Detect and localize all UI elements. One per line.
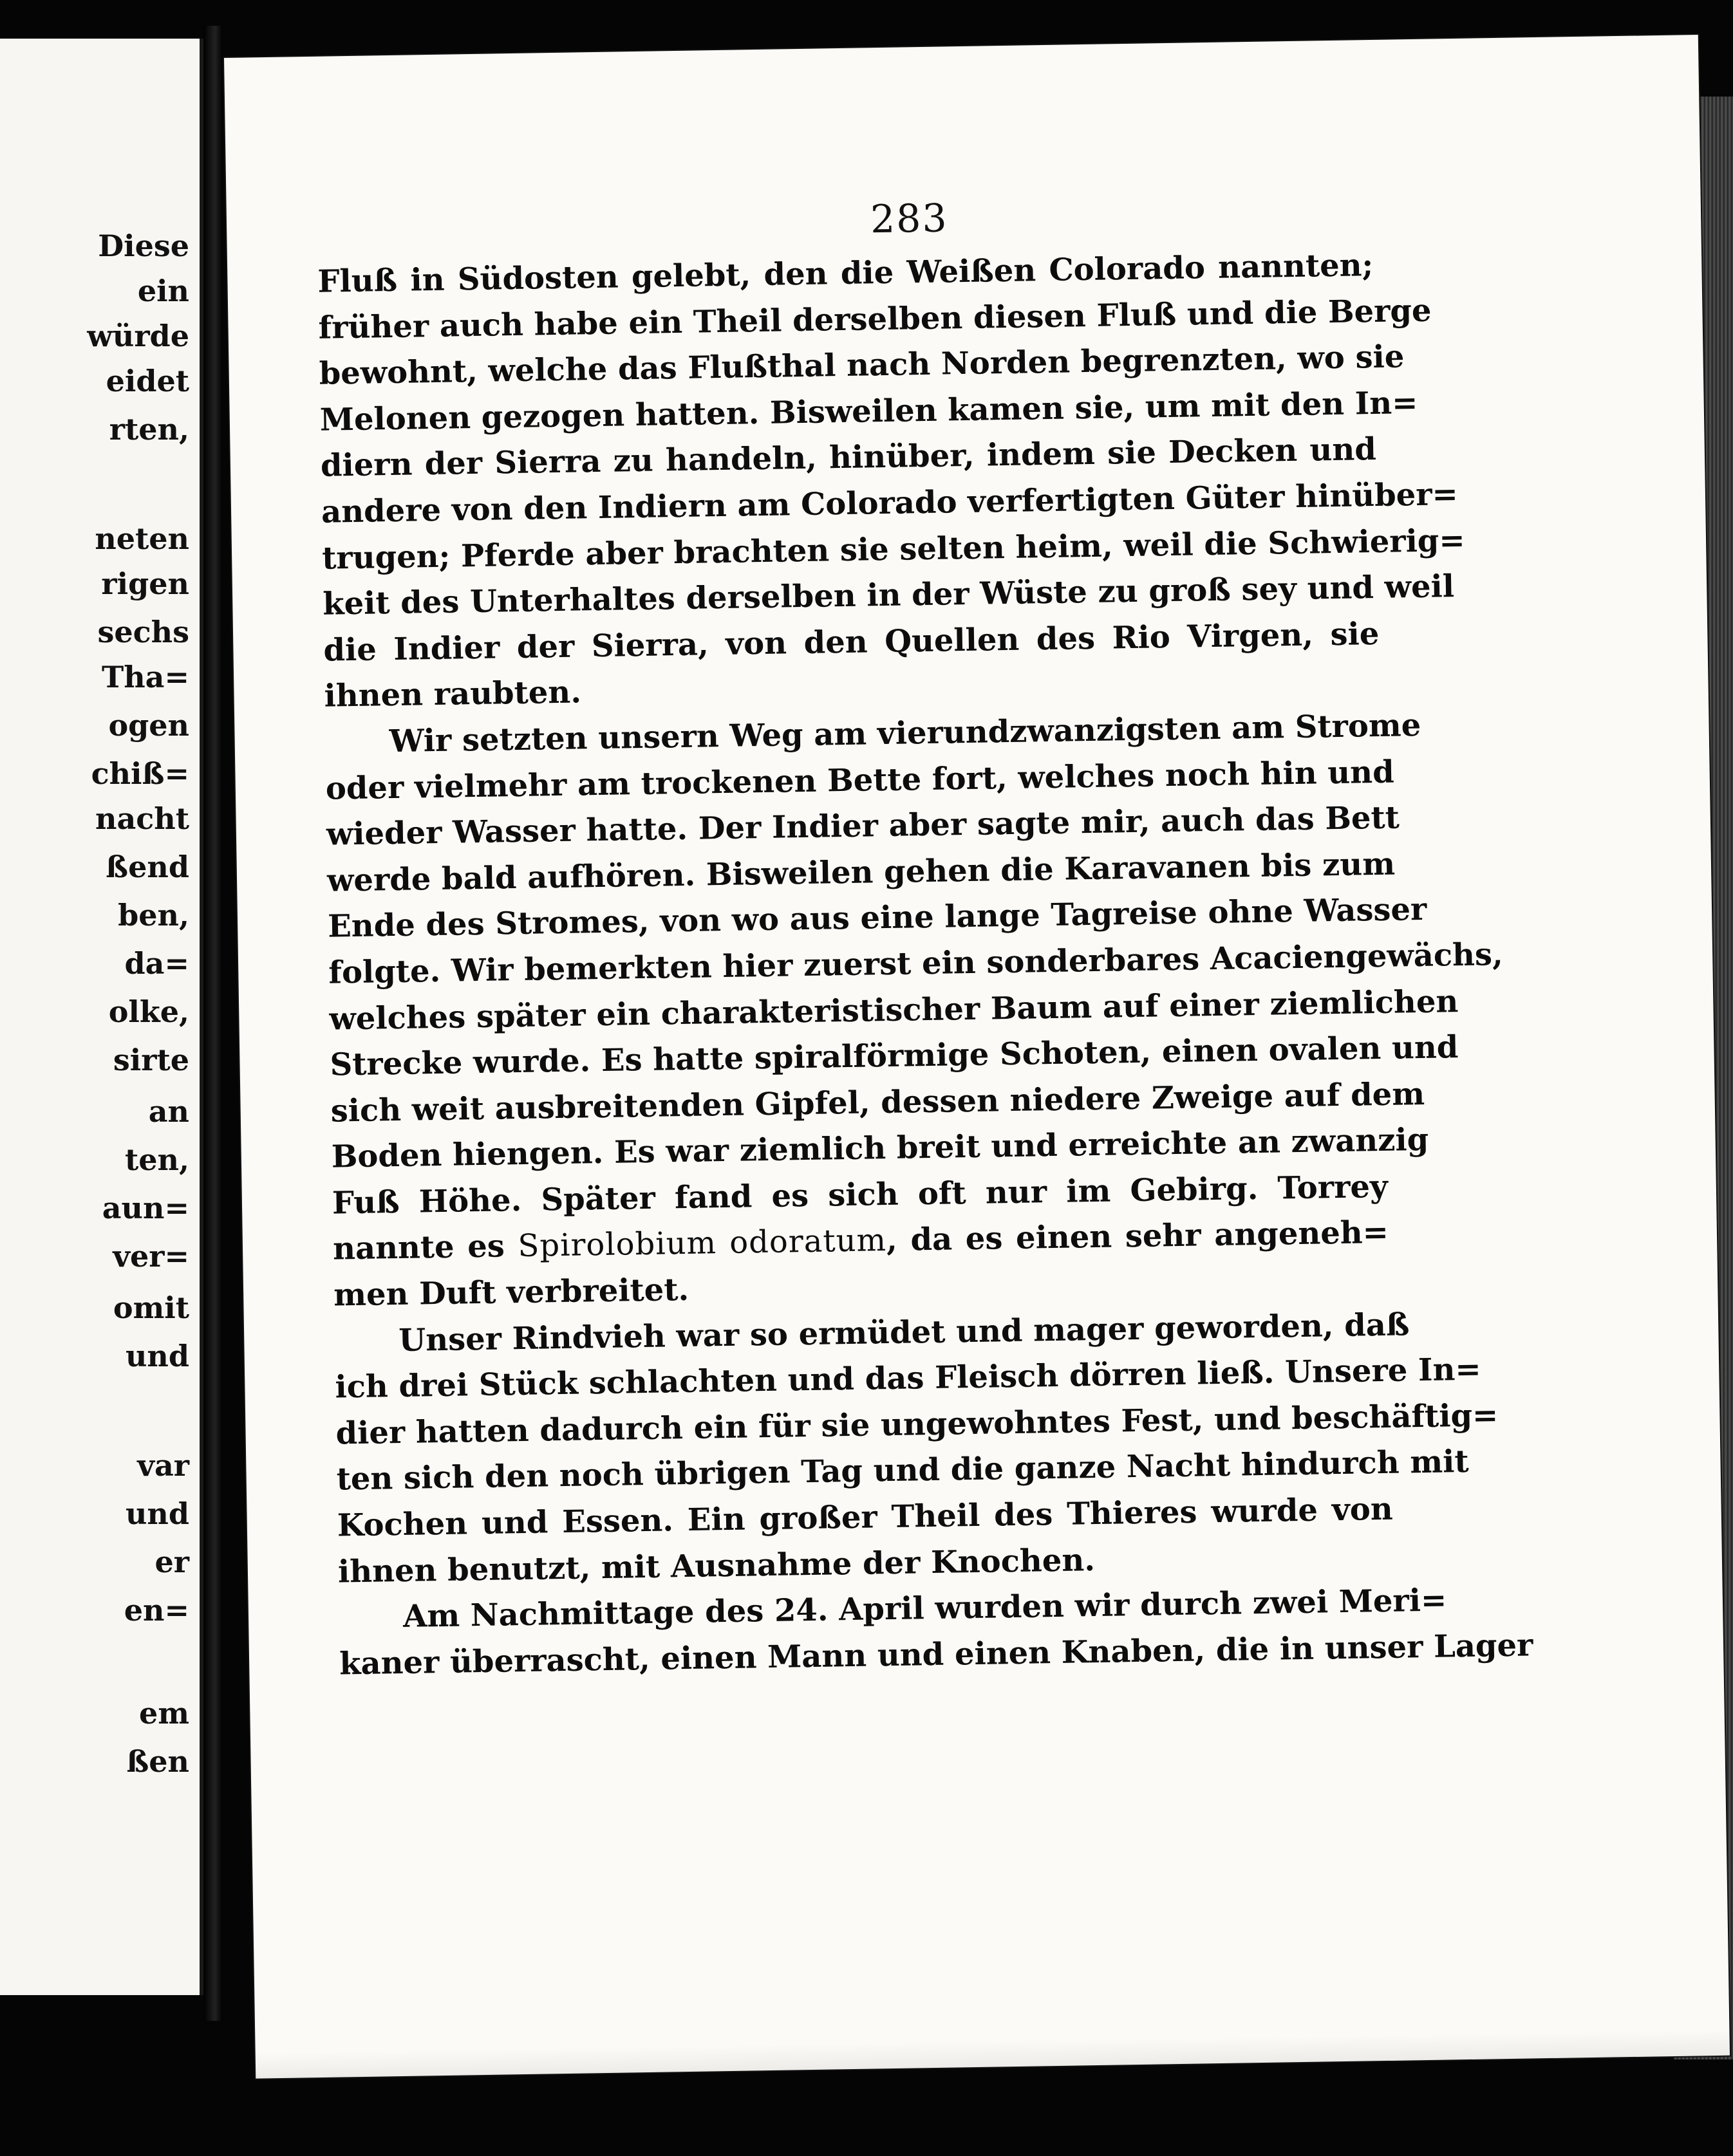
text-line: keit des Unterhaltes derselben in der Wüste zu groß sey und weil	[322, 568, 1455, 622]
latin-species-name: Spirolobium odoratum	[518, 1222, 887, 1265]
text-line: früher auch habe ein Theil derselben diesen Fluß und die Berge	[318, 292, 1432, 346]
left-page-fragment: würde	[87, 319, 189, 353]
text-line: Boden hiengen. Es war ziemlich breit und erreichte an zwanzig	[331, 1122, 1429, 1175]
text-line: dier hatten dadurch ein für sie ungewohntes Fest, und beschäftig=	[335, 1397, 1499, 1452]
text-line: folgte. Wir bemerkten hier zuerst ein sonderbares Acaciengewächs,	[328, 936, 1504, 991]
text-line: diern der Sierra zu handeln, hinüber, indem sie Decken und	[320, 431, 1377, 485]
left-page-fragment: rten,	[109, 412, 189, 447]
text-line: andere von den Indiern am Colorado verfertigten Güter hinüber=	[321, 476, 1459, 530]
left-page-fragment: ogen	[108, 708, 189, 743]
left-page-fragment: rigen	[101, 566, 189, 601]
text-line: nannte es Spirolobium odoratum, da es einen sehr angeneh=	[332, 1214, 1389, 1268]
left-facing-page	[0, 39, 203, 1995]
left-page-fragment: nacht	[95, 801, 189, 836]
left-page-fragment: ßen	[126, 1744, 189, 1779]
left-page-fragment: sechs	[97, 615, 189, 649]
text-line: werde bald aufhören. Bisweilen gehen die Karavanen bis zum	[326, 846, 1396, 899]
text-line: sich weit ausbreitenden Gipfel, dessen niedere Zweige auf dem	[330, 1075, 1425, 1129]
left-page-fragment: ver=	[113, 1239, 189, 1274]
left-page-fragment: aun=	[102, 1191, 189, 1225]
right-page	[224, 35, 1730, 2079]
text-line: Ende des Stromes, von wo aus eine lange Tagreise ohne Wasser	[327, 891, 1427, 945]
body-text	[317, 243, 1533, 1687]
text-line: kaner überrascht, einen Mann und einen Knaben, die in unser Lager	[339, 1627, 1533, 1682]
text-line: ihnen raubten.	[324, 674, 582, 715]
left-page-fragment: ein	[137, 274, 189, 308]
text-line: Am Nachmittage des 24. April wurden wir durch zwei Meri=	[402, 1582, 1447, 1635]
text-line: Fluß in Südosten gelebt, den die Weißen Colorado nannten;	[317, 247, 1374, 300]
text-line: oder vielmehr am trockenen Bette fort, welches noch hin und	[325, 754, 1395, 807]
left-page-fragment: neten	[95, 521, 189, 556]
left-page-fragment: Tha=	[101, 660, 189, 694]
text-line: Melonen gezogen hatten. Bisweilen kamen sie, um mit den In=	[319, 384, 1418, 438]
text-line: welches später ein charakteristischer Baum auf einer ziemlichen	[329, 983, 1459, 1037]
text-line: Strecke wurde. Es hatte spiralförmige Schoten, einen ovalen und	[330, 1029, 1459, 1083]
page-number: 283	[870, 196, 949, 243]
left-page-fragment: an	[148, 1094, 189, 1129]
left-page-fragment: ten,	[125, 1142, 189, 1177]
left-page-fragment: eidet	[106, 364, 189, 398]
left-page-fragment: sirte	[113, 1043, 189, 1077]
text-line: die Indier der Sierra, von den Quellen des Rio Virgen, sie	[323, 615, 1380, 669]
text-line: wieder Wasser hatte. Der Indier aber sagte mir, auch das Bett	[326, 799, 1400, 853]
text-line: ten sich den noch übrigen Tag und die ganze Nacht hindurch mit	[336, 1444, 1470, 1498]
text-line: Unser Rindvieh war so ermüdet und mager geworden, daß	[398, 1306, 1410, 1359]
text-line: Fuß Höhe. Später fand es sich oft nur im Gebirg. Torrey	[332, 1168, 1389, 1222]
text-line: trugen; Pferde aber brachten sie selten heim, weil die Schwierig=	[321, 522, 1466, 577]
left-page-fragment: olke,	[108, 994, 189, 1029]
left-page-fragment: Diese	[98, 228, 189, 263]
text-line: men Duft verbreitet.	[333, 1271, 689, 1314]
left-page-fragment: em	[139, 1696, 189, 1731]
book-gutter	[203, 26, 223, 2021]
left-page-fragment: er	[155, 1545, 189, 1579]
left-page-fragment: ßend	[106, 850, 189, 884]
text-line: ich drei Stück schlachten und das Fleisch dörren ließ. Unsere In=	[335, 1351, 1482, 1406]
text-line: Wir setzten unsern Weg am vierundzwanzigsten am Strome	[389, 707, 1421, 760]
left-page-fragment: var	[137, 1448, 189, 1483]
left-page-fragment: da=	[124, 946, 189, 981]
text-line: Kochen und Essen. Ein großer Theil des Thieres wurde von	[337, 1491, 1394, 1544]
left-page-fragment: und	[125, 1339, 189, 1373]
page-bottom-shade	[256, 2030, 1730, 2079]
left-page-fragment: omit	[113, 1290, 189, 1325]
left-page-fragment: und	[125, 1496, 189, 1531]
text-line: bewohnt, welche das Flußthal nach Norden begrenzten, wo sie	[319, 339, 1405, 392]
text-line: ihnen benutzt, mit Ausnahme der Knochen.	[337, 1541, 1096, 1590]
left-page-fragment: ben,	[118, 898, 189, 933]
left-page-fragment: en=	[124, 1593, 189, 1628]
left-page-fragment: chiß=	[91, 756, 189, 791]
